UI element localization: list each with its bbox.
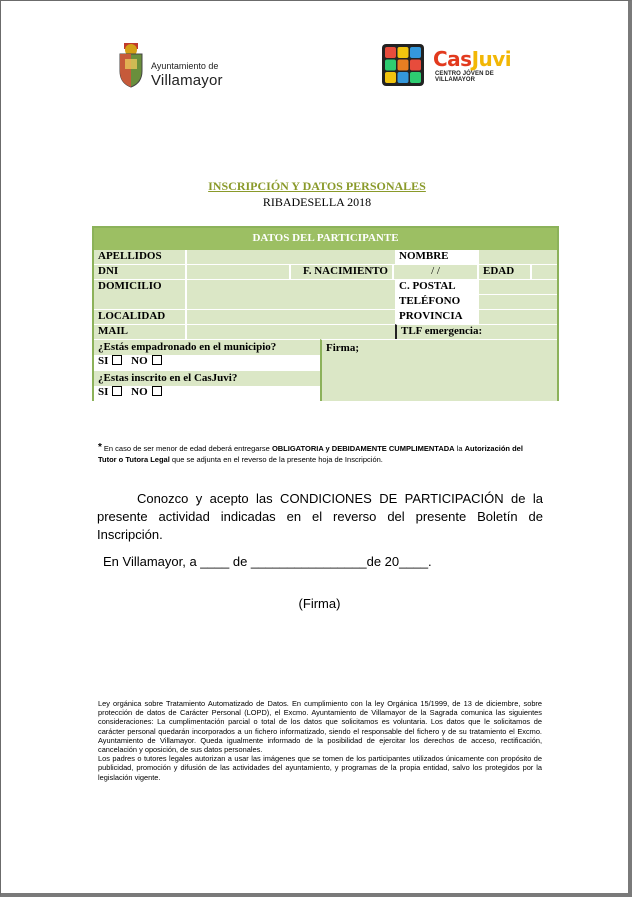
si-checkbox[interactable] — [112, 355, 122, 365]
question-inscrito: ¿Estas inscrito en el CasJuvi? — [94, 370, 320, 386]
label-provincia: PROVINCIA — [395, 309, 477, 324]
no-label: NO — [131, 355, 148, 367]
signature-box[interactable]: Firma; — [320, 339, 557, 401]
note-text-1: En caso de ser menor de edad deberá entregarse — [103, 444, 272, 453]
casjuvi-word-part1: Cas — [433, 47, 472, 71]
coat-of-arms-icon — [117, 41, 145, 89]
no-checkbox[interactable] — [152, 355, 162, 365]
rubik-cube-icon — [381, 43, 425, 87]
label-edad: EDAD — [477, 264, 530, 279]
minor-note — [98, 442, 538, 465]
villamayor-label: Villamayor — [151, 72, 223, 89]
no-label: NO — [131, 386, 148, 398]
place-date-line: En Villamayor, a ____ de ________________de 20____. — [103, 554, 432, 569]
label-apellidos: APELLIDOS — [94, 250, 185, 264]
label-dni: DNI — [94, 264, 185, 279]
input-f-nacimiento[interactable]: / / — [392, 264, 477, 279]
form-header: DATOS DEL PARTICIPANTE — [94, 228, 557, 250]
form-subtitle: RIBADESELLA 2018 — [262, 195, 372, 209]
legal-notice — [98, 699, 542, 782]
note-text-3: que se adjunta en el reverso de la presente hoja de Inscripción. — [169, 455, 383, 464]
input-apellidos[interactable] — [185, 250, 395, 264]
note-asterisk: * — [98, 442, 102, 453]
casjuvi-word-part2: Juvi — [471, 47, 512, 71]
answer-empadronado — [94, 355, 320, 370]
form-title: INSCRIPCIÓN Y DATOS PERSONALES — [208, 179, 426, 193]
label-localidad: LOCALIDAD — [94, 309, 185, 324]
signature-label: (Firma) — [298, 596, 341, 611]
input-domicilio[interactable] — [185, 279, 395, 309]
label-tlf-emergencia[interactable]: TLF emergencia: — [395, 324, 557, 339]
input-dni[interactable] — [185, 264, 289, 279]
question-empadronado: ¿Estás empadronado en el municipio? — [94, 339, 320, 355]
legal-paragraph-1: Ley orgánica sobre Tratamiento Automatizado de Datos. En cumplimiento con la ley Orgánica 15/1999, de 13 de diciembre, sobre protección de datos de Carácter Personal (LOPD), el Excmo. Ayuntamiento de Villamayor de la Sagrada comunica las siguientes consideraciones: La cumplimentación parcial o total de los datos que solicitamos es voluntaria. Los datos que le solicitamos de carácter personal quedarán incorporados a un fichero informatizado, siendo el responsable del fichero y de su tratamiento el Excmo. Ayuntamiento de Villamayor. Queda igualmente informado de la posibilidad de ejercitar los derechos de acceso, rectificación, cancelación y oposición, de sus datos personales. — [98, 699, 542, 755]
casjuvi-logo — [381, 41, 531, 89]
casjuvi-wordmark — [433, 47, 511, 71]
input-edad[interactable] — [530, 264, 557, 279]
casjuvi-subtitle: CENTRO JÓVEN DE VILLAMAYOR — [435, 71, 494, 83]
label-mail: MAIL — [94, 324, 185, 339]
no-checkbox[interactable] — [152, 386, 162, 396]
ayuntamiento-label: Ayuntamiento de — [151, 61, 219, 71]
label-f-nacimiento: F. NACIMIENTO — [289, 264, 392, 279]
si-label: SI — [98, 355, 109, 367]
input-telefono[interactable] — [477, 294, 557, 309]
note-bold-1: OBLIGATORIA y DEBIDAMENTE CUMPLIMENTADA — [271, 444, 455, 453]
note-text-2: la — [454, 444, 465, 453]
input-localidad[interactable] — [185, 309, 395, 324]
input-nombre[interactable] — [477, 250, 557, 264]
label-nombre: NOMBRE — [395, 250, 477, 264]
note-bold-2: Autorización del Tutor o Tutora Legal — [98, 444, 523, 464]
acceptance-statement: Conozco y acepto las CONDICIONES DE PARTICIPACIÓN de la presente actividad indicadas en el reverso del presente Boletín de Inscripción. — [97, 491, 543, 542]
label-domicilio: DOMICILIO — [94, 279, 185, 309]
si-checkbox[interactable] — [112, 386, 122, 396]
label-telefono: TELÉFONO — [395, 294, 477, 309]
answer-inscrito — [94, 386, 320, 401]
input-mail[interactable] — [185, 324, 395, 339]
si-label: SI — [98, 386, 109, 398]
input-c-postal[interactable] — [477, 279, 557, 294]
legal-paragraph-2: Los padres o tutores legales autorizan a usar las imágenes que se tomen de los participantes utilizados únicamente con propósito de publicidad, promoción y difusión de las actividades del ayuntamiento, y programas de la propia entidad, salvo los protegidos por la legislación vigente. — [98, 754, 542, 782]
input-provincia[interactable] — [477, 309, 557, 324]
label-c-postal: C. POSTAL — [395, 279, 477, 294]
ayuntamiento-logo — [117, 41, 227, 93]
participant-form — [92, 226, 559, 401]
